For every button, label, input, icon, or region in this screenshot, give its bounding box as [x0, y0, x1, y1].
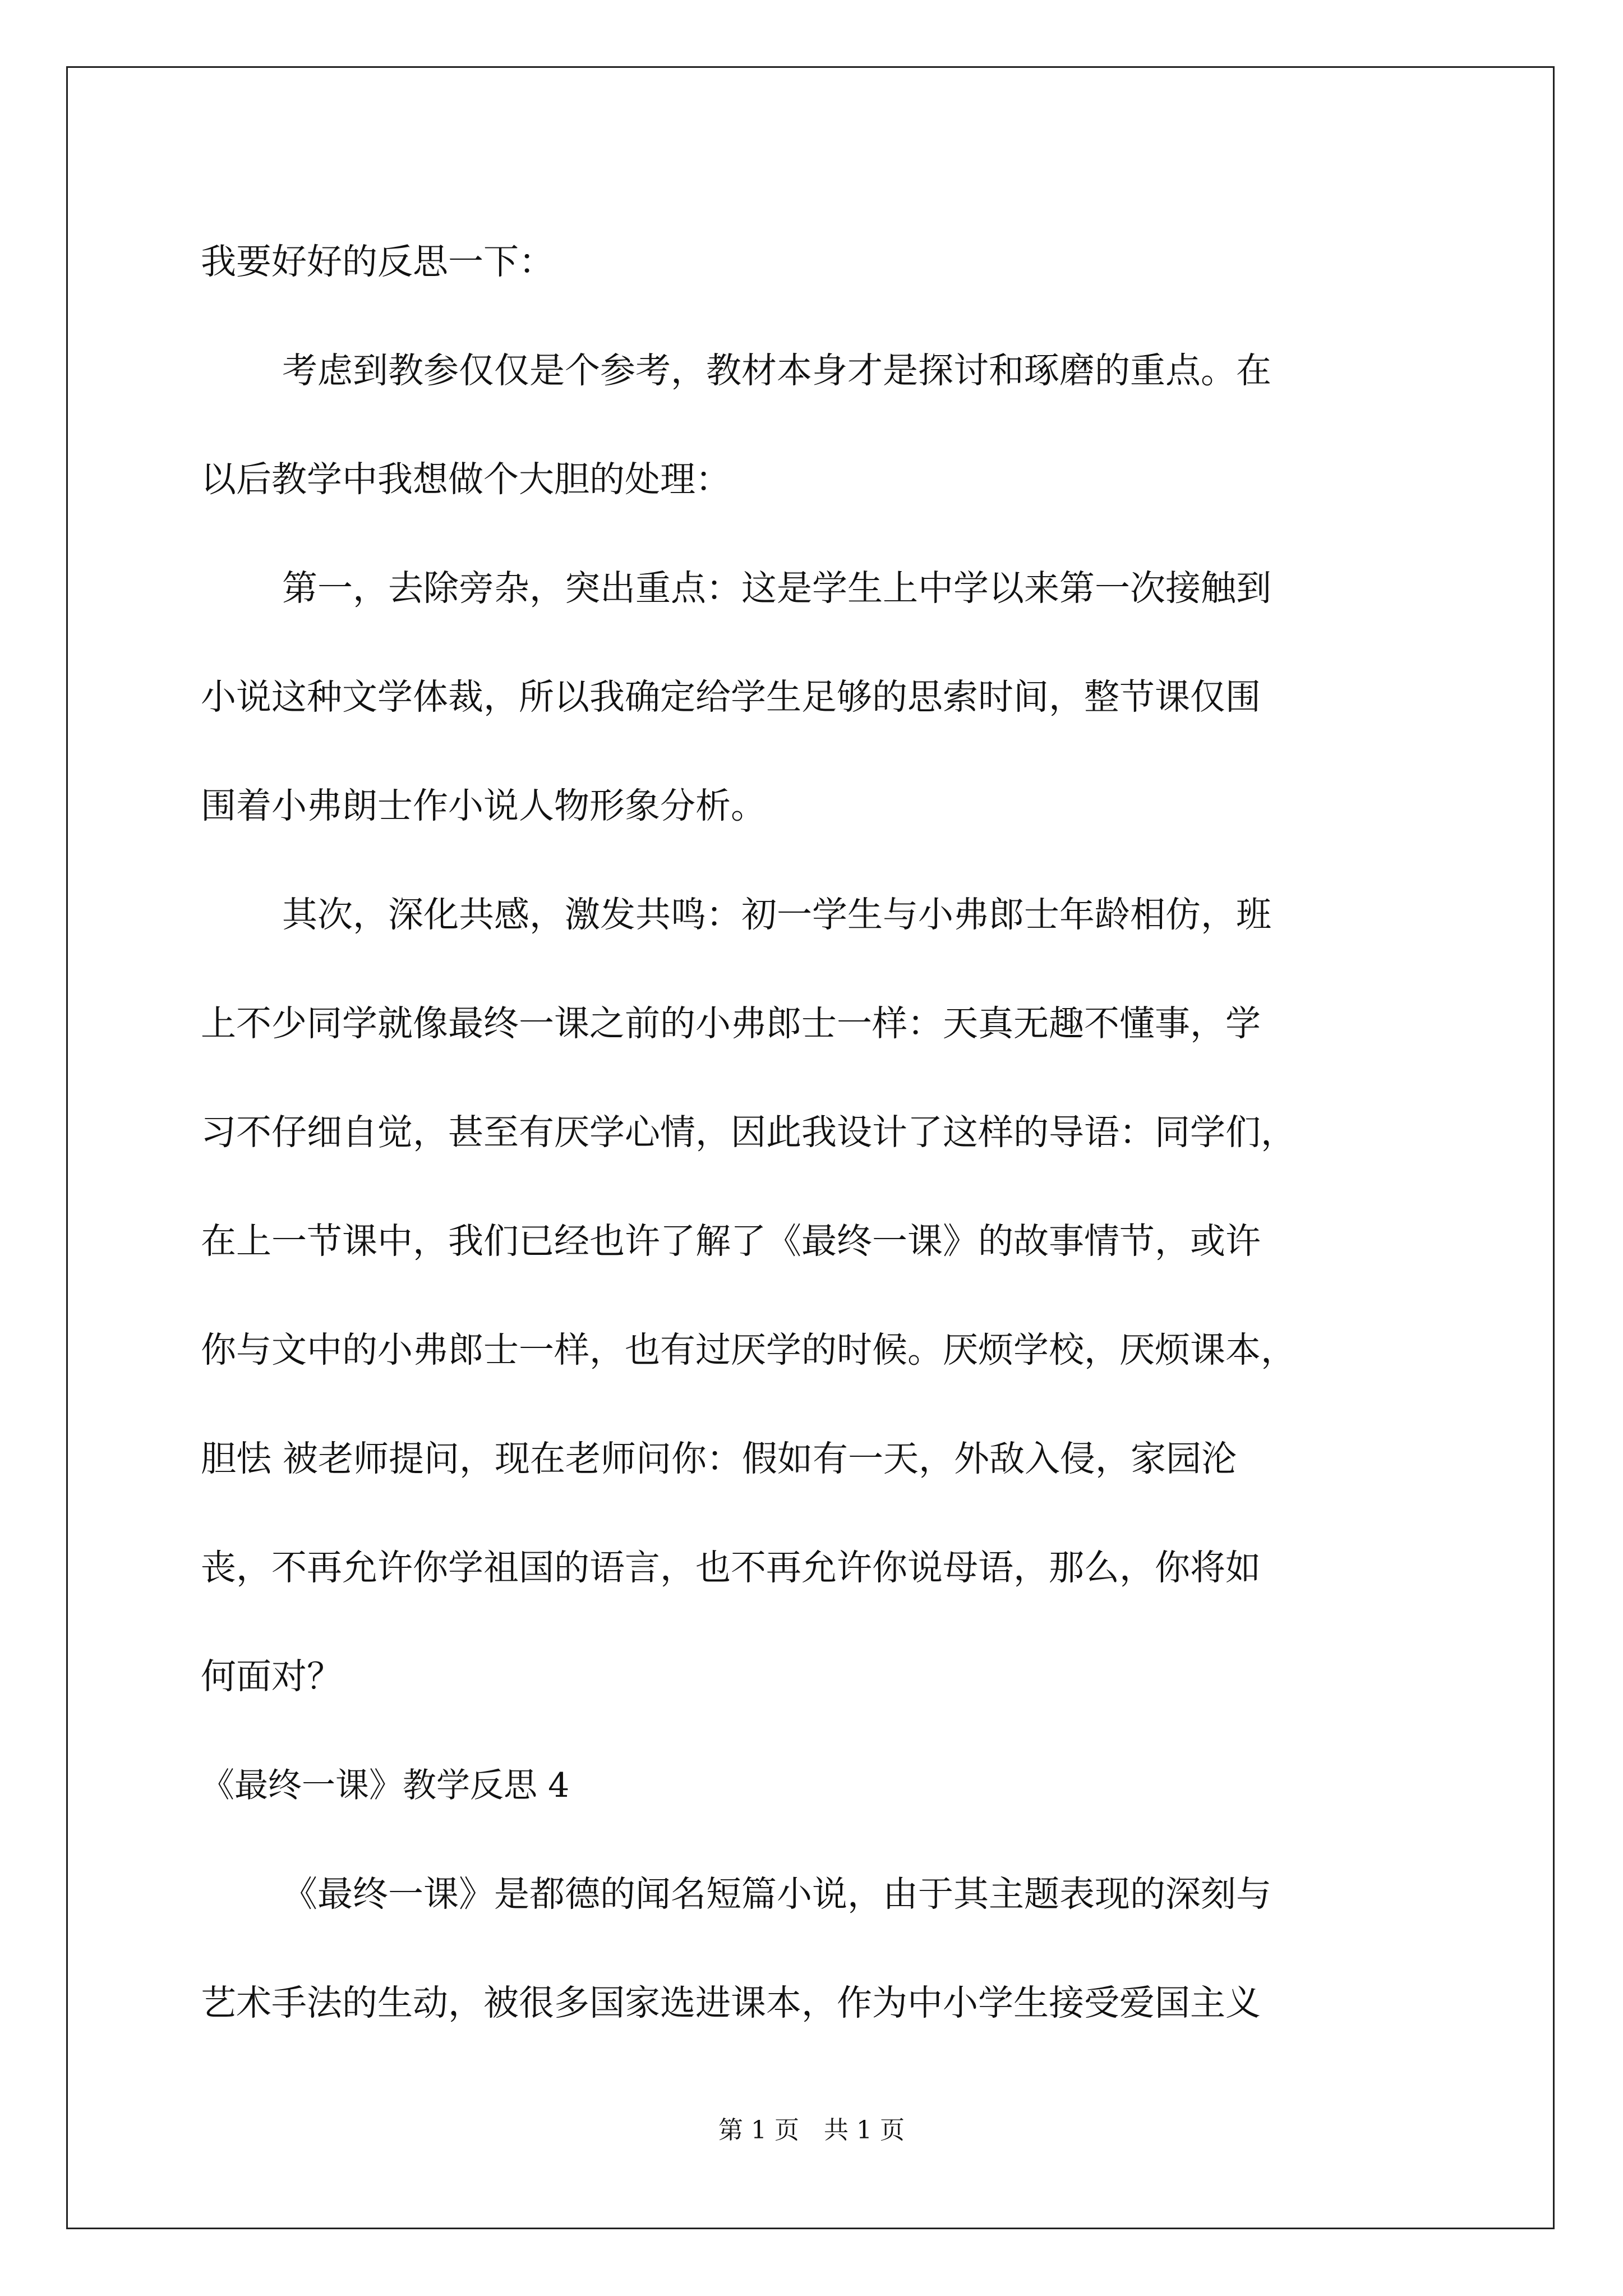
text-line: 围着小弗朗士作小说人物形象分析。: [201, 785, 766, 826]
text-line: 习不仔细自觉，甚至有厌学心情，因此我设计了这样的导语：同学们，: [201, 1112, 1296, 1153]
paragraph-start-line: 考虑到教参仅仅是个参考，教材本身才是探讨和琢磨的重点。在: [282, 350, 1271, 391]
text-line: 在上一节课中，我们已经也许了解了《最终一课》的故事情节，或许: [201, 1221, 1261, 1262]
paragraph-start-line: 《最终一课》是都德的闻名短篇小说，由于其主题表现的深刻与: [282, 1874, 1271, 1915]
text-line: 胆怯 被老师提问，现在老师问你：假如有一天，外敌入侵，家园沦: [201, 1438, 1237, 1479]
text-line: 丧，不再允许你学祖国的语言，也不再允许你说母语，那么，你将如: [201, 1547, 1261, 1588]
text-line: 上不少同学就像最终一课之前的小弗郎士一样：天真无趣不懂事，学: [201, 1003, 1261, 1044]
document-body: [201, 208, 1435, 2058]
text-line: 小说这种文学体裁，所以我确定给学生足够的思索时间，整节课仅围: [201, 677, 1261, 717]
paragraph-start-line: 其次，深化共感，激发共鸣：初一学生与小弗郎士年龄相仿，班: [282, 894, 1271, 935]
text-line: 你与文中的小弗郎士一样，也有过厌学的时候。厌烦学校，厌烦课本，: [201, 1329, 1296, 1370]
text-line: 艺术手法的生动，被很多国家选进课本，作为中小学生接受爱国主义: [201, 1982, 1261, 2023]
paragraph-start-line: 第一，去除旁杂，突出重点：这是学生上中学以来第一次接触到: [282, 568, 1271, 609]
text-line: 以后教学中我想做个大胆的处理：: [201, 459, 731, 500]
section-heading: 《最终一课》教学反思 4: [201, 1766, 570, 1805]
text-line: 何面对？: [201, 1656, 342, 1697]
page-footer: 第 1 页 共 1 页: [718, 2116, 905, 2145]
text-line: 我要好好的反思一下：: [201, 241, 554, 282]
